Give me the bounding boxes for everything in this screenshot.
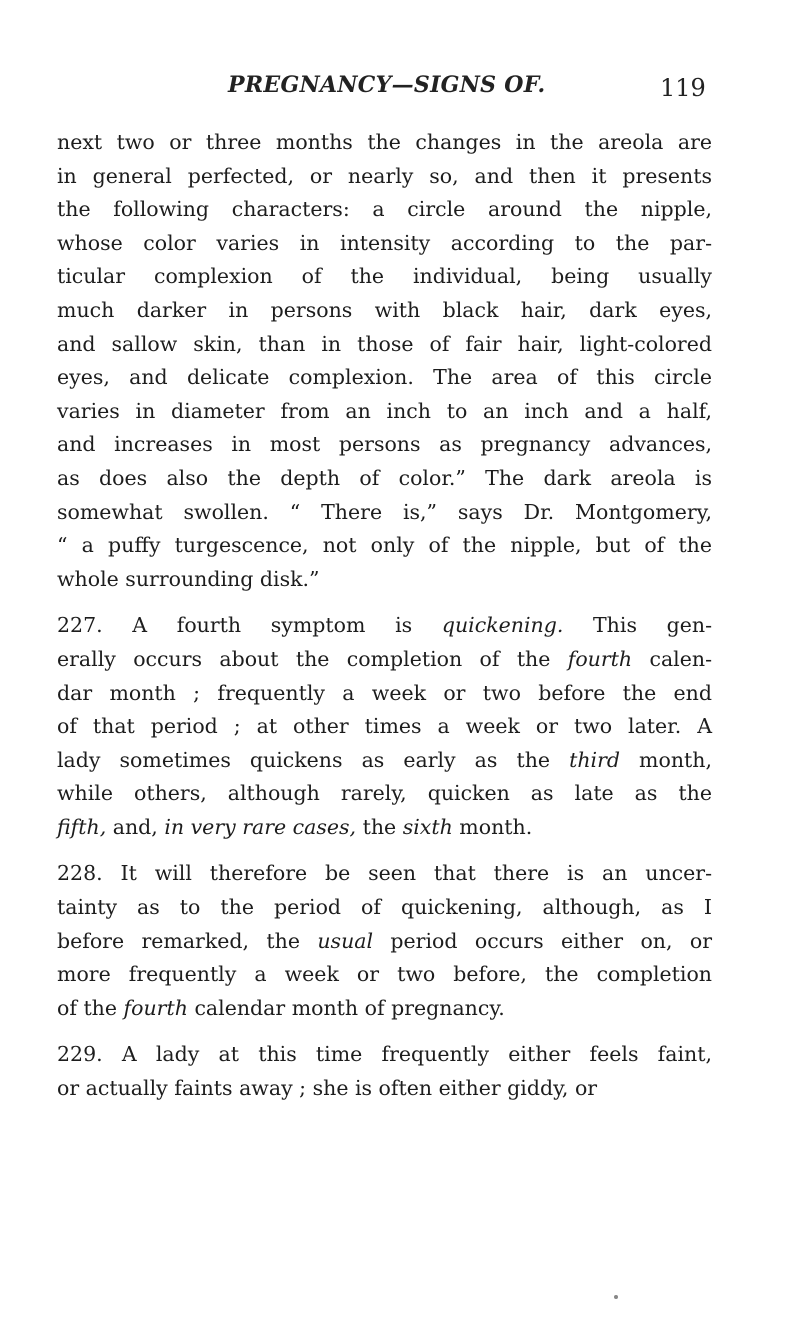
text-run: the bbox=[356, 814, 403, 839]
text-run: “ a puffy turgescence, not only of the nipple, but of the bbox=[57, 533, 712, 558]
text-line bbox=[57, 126, 712, 160]
text-run: erally occurs about the completion of the bbox=[57, 646, 568, 671]
italic-text: in very rare cases, bbox=[164, 814, 357, 839]
text-line bbox=[57, 227, 712, 261]
text-run: month. bbox=[452, 814, 533, 839]
text-line bbox=[57, 958, 712, 992]
text-line bbox=[57, 925, 712, 959]
text-line bbox=[57, 529, 712, 563]
italic-text: third bbox=[569, 747, 621, 772]
text-line bbox=[57, 857, 712, 891]
paragraph-gap bbox=[57, 1025, 712, 1038]
text-run: dar month ; frequently a week or two before the end bbox=[57, 680, 712, 705]
page-number: 119 bbox=[660, 74, 706, 102]
text-line bbox=[57, 328, 712, 362]
text-run: month, bbox=[620, 747, 712, 772]
text-run: This gen- bbox=[563, 613, 712, 638]
paragraph bbox=[57, 609, 712, 844]
text-run: the following characters: a circle around the nipple, bbox=[57, 197, 712, 222]
paragraph bbox=[57, 126, 712, 596]
italic-text: fourth bbox=[123, 995, 188, 1020]
paper-speck bbox=[614, 1295, 618, 1299]
italic-text: fifth, bbox=[57, 814, 107, 839]
text-line bbox=[57, 361, 712, 395]
text-run: whose color varies in intensity according to the par- bbox=[57, 230, 712, 255]
text-run: tainty as to the period of quickening, although, as I bbox=[57, 895, 712, 920]
text-run: 228. It will therefore be seen that there is an uncer- bbox=[57, 861, 712, 886]
text-line bbox=[57, 811, 712, 845]
text-line bbox=[57, 777, 712, 811]
text-line bbox=[57, 710, 712, 744]
text-line bbox=[57, 891, 712, 925]
text-run: varies in diameter from an inch to an inch and a half, bbox=[57, 398, 712, 423]
text-run: or actually faints away ; she is often either giddy, or bbox=[57, 1076, 598, 1101]
italic-text: fourth bbox=[567, 646, 633, 671]
text-run: more frequently a week or two before, the completion bbox=[57, 962, 712, 987]
text-run: lady sometimes quickens as early as the bbox=[57, 747, 570, 772]
text-run: of that period ; at other times a week or two later. A bbox=[57, 714, 712, 739]
text-line bbox=[57, 744, 712, 778]
italic-text: quickening. bbox=[441, 613, 564, 638]
body-text bbox=[57, 126, 712, 1106]
italic-text: sixth bbox=[402, 814, 453, 839]
text-line bbox=[57, 496, 712, 530]
italic-text: usual bbox=[317, 928, 374, 953]
text-line bbox=[57, 609, 712, 643]
text-run: and sallow skin, than in those of fair hair, light-colored bbox=[57, 331, 712, 356]
paragraph bbox=[57, 857, 712, 1025]
text-line bbox=[57, 160, 712, 194]
text-run: next two or three months the changes in the areola are bbox=[57, 130, 712, 154]
text-line bbox=[57, 1072, 712, 1106]
text-line bbox=[57, 563, 712, 597]
paragraph bbox=[57, 1038, 712, 1105]
text-line bbox=[57, 193, 712, 227]
running-head bbox=[0, 72, 801, 112]
text-run: much darker in persons with black hair, dark eyes, bbox=[57, 297, 712, 322]
text-run: in general perfected, or nearly so, and then it presents bbox=[57, 163, 712, 188]
text-line bbox=[57, 643, 712, 677]
text-run: as does also the depth of color.” The dark areola is bbox=[57, 465, 712, 490]
text-run: and, bbox=[106, 814, 165, 839]
paragraph-gap bbox=[57, 596, 712, 609]
text-run: eyes, and delicate complexion. The area of this circle bbox=[57, 365, 712, 390]
text-line bbox=[57, 294, 712, 328]
text-run: period occurs either on, or bbox=[373, 928, 712, 953]
text-run: of the bbox=[57, 995, 124, 1020]
text-run: 227. A fourth symptom is bbox=[57, 613, 442, 638]
text-run: and increases in most persons as pregnancy advances, bbox=[57, 432, 712, 457]
text-run: somewhat swollen. “ There is,” says Dr. Montgomery, bbox=[57, 499, 712, 524]
text-line bbox=[57, 677, 712, 711]
text-run: ticular complexion of the individual, being usually bbox=[57, 264, 712, 289]
text-run: whole surrounding disk.” bbox=[57, 566, 320, 591]
text-run: before remarked, the bbox=[57, 928, 318, 953]
text-run: 229. A lady at this time frequently either feels faint, bbox=[57, 1042, 712, 1067]
text-line bbox=[57, 395, 712, 429]
text-run: while others, although rarely, quicken as late as the bbox=[57, 781, 712, 806]
text-run: calendar month of pregnancy. bbox=[187, 995, 505, 1020]
text-line bbox=[57, 462, 712, 496]
text-line bbox=[57, 992, 712, 1026]
text-run: calen- bbox=[632, 646, 712, 671]
running-title: PREGNANCY—SIGNS OF. bbox=[228, 72, 546, 98]
paragraph-gap bbox=[57, 844, 712, 857]
text-line bbox=[57, 260, 712, 294]
text-line bbox=[57, 1038, 712, 1072]
text-line bbox=[57, 428, 712, 462]
